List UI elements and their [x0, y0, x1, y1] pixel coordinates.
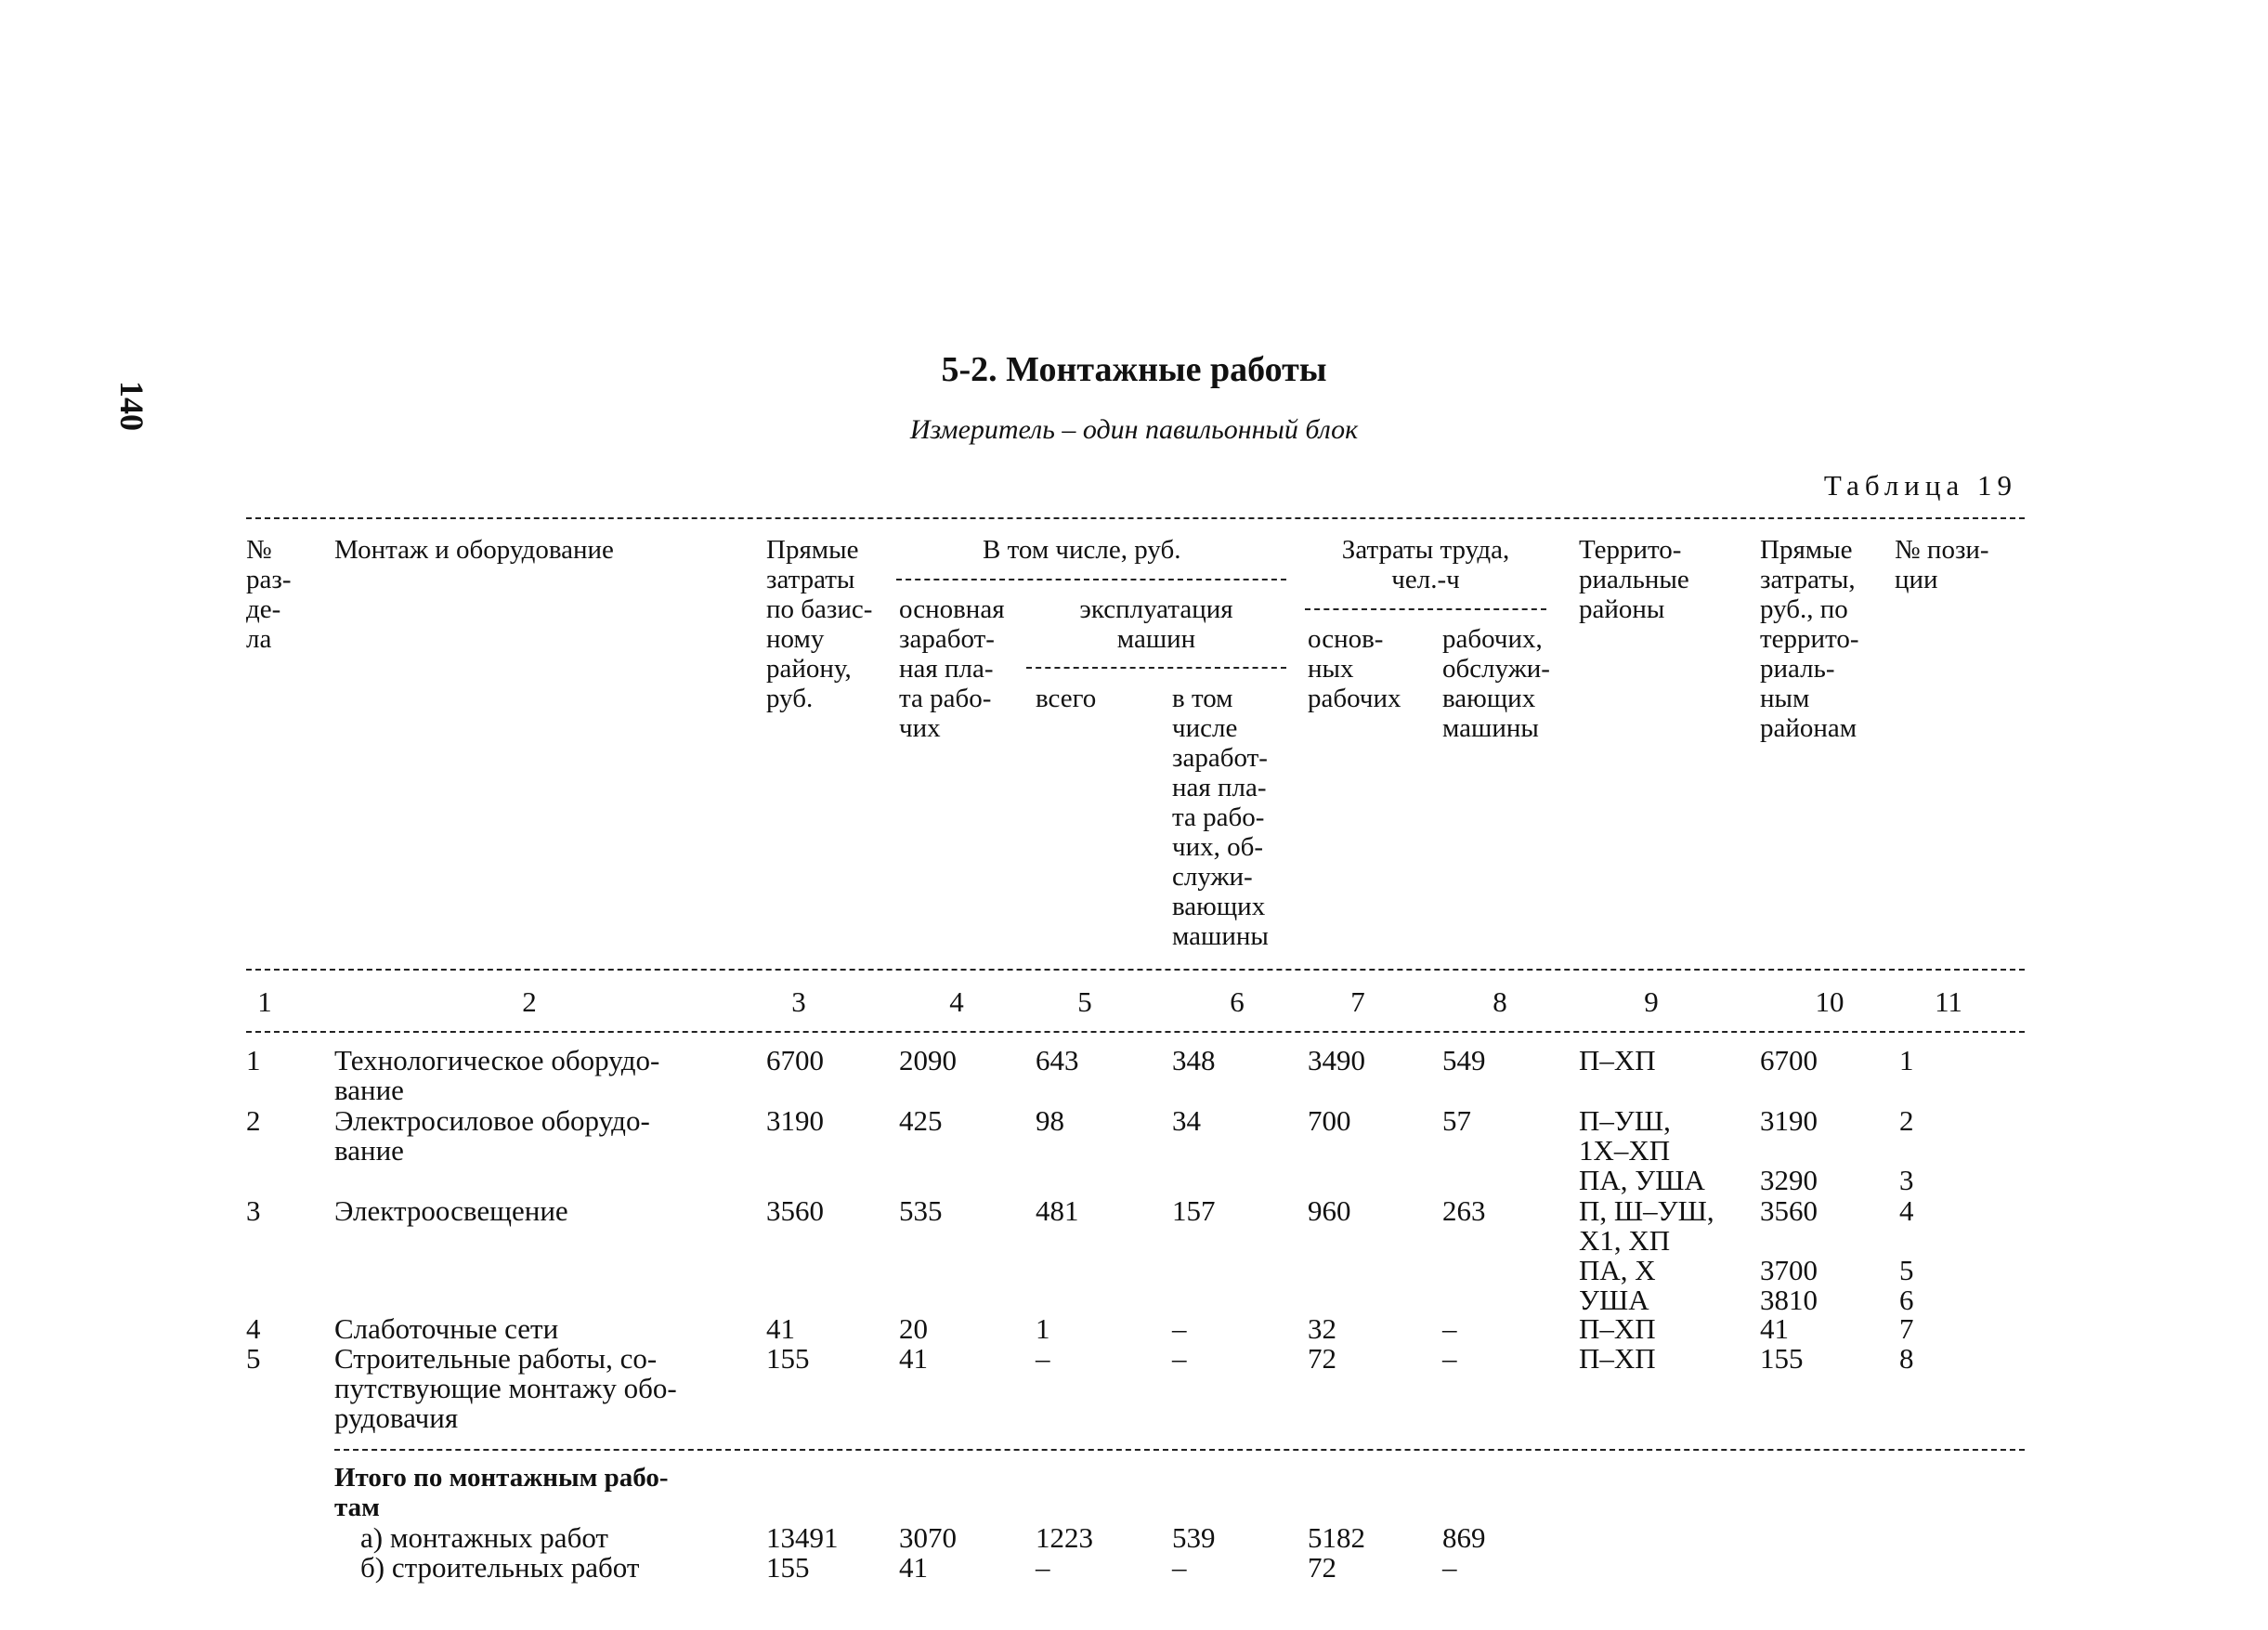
colnum-bottom-rule: [246, 1031, 2025, 1033]
header-position-no: № пози- ции: [1895, 535, 1989, 594]
col-number: 7: [1350, 985, 1365, 1018]
incl-group-rule: [896, 579, 1286, 580]
row3-c4: 535: [899, 1194, 943, 1227]
col-number: 2: [522, 985, 537, 1018]
page-number: 140: [113, 381, 150, 431]
row4-c11: 7: [1899, 1312, 1914, 1345]
total-a-c5: 1223: [1036, 1521, 1093, 1554]
col-number: 4: [949, 985, 964, 1018]
total-a-c6: 539: [1172, 1521, 1216, 1554]
header-labor-machine: рабочих, обслужи- вающих машины: [1442, 624, 1550, 743]
row5-c5: –: [1036, 1342, 1050, 1375]
row1-name: Технологическое оборудо- вание: [334, 1044, 660, 1106]
total-a-label: а) монтажных работ: [360, 1521, 608, 1554]
total-b-c4: 41: [899, 1551, 928, 1584]
col-number: 9: [1644, 985, 1659, 1018]
total-label: Итого по монтажным рабо- там: [334, 1463, 669, 1522]
total-a-c7: 5182: [1308, 1521, 1365, 1554]
row4-no: 4: [246, 1312, 261, 1345]
row4-c5: 1: [1036, 1312, 1050, 1345]
row2-c9: П–УШ, 1Х–ХП ПА, УША: [1579, 1104, 1705, 1196]
row3-c10: 3560 3700 3810: [1760, 1194, 1818, 1316]
row1-c3: 6700: [766, 1044, 824, 1076]
header-territorial-areas: Террито- риальные районы: [1579, 535, 1689, 624]
row1-c10: 6700: [1760, 1044, 1818, 1076]
row1-c4: 2090: [899, 1044, 957, 1076]
row5-c8: –: [1442, 1342, 1457, 1375]
row4-c8: –: [1442, 1312, 1457, 1345]
total-b-c5: –: [1036, 1551, 1050, 1584]
row1-c9: П–ХП: [1579, 1044, 1656, 1076]
row4-c7: 32: [1308, 1312, 1336, 1345]
row1-no: 1: [246, 1044, 261, 1076]
row2-c3: 3190: [766, 1104, 824, 1137]
col-number: 10: [1815, 985, 1844, 1018]
total-b-c7: 72: [1308, 1551, 1336, 1584]
header-group-including: В том числе, руб.: [983, 535, 1181, 565]
row4-c9: П–ХП: [1579, 1312, 1656, 1345]
row1-c5: 643: [1036, 1044, 1079, 1076]
row4-name: Слаботочные сети: [334, 1312, 559, 1345]
row4-c4: 20: [899, 1312, 928, 1345]
row2-c6: 34: [1172, 1104, 1201, 1137]
header-labor-main: основ- ных рабочих: [1308, 624, 1401, 713]
row5-c4: 41: [899, 1342, 928, 1375]
total-b-c8: –: [1442, 1551, 1457, 1584]
total-b-label: б) строительных работ: [360, 1551, 640, 1584]
header-installation: Монтаж и оборудование: [334, 535, 614, 565]
labor-group-rule: [1305, 608, 1546, 610]
body-bottom-rule: [334, 1449, 2025, 1451]
header-machines-total: всего: [1036, 684, 1097, 713]
table-top-rule: [246, 517, 2025, 519]
row3-no: 3: [246, 1194, 261, 1227]
col-number: 3: [791, 985, 806, 1018]
row1-c7: 3490: [1308, 1044, 1365, 1076]
row5-name: Строительные работы, со- путствующие монтажу обо- рудовачия: [334, 1342, 677, 1434]
header-machines-wage: в том числе заработ- ная пла- та рабо- чих, об- служи- вающих машины: [1172, 684, 1269, 951]
row2-no: 2: [246, 1104, 261, 1137]
row5-no: 5: [246, 1342, 261, 1375]
row5-c6: –: [1172, 1342, 1187, 1375]
row1-c6: 348: [1172, 1044, 1216, 1076]
row5-c11: 8: [1899, 1342, 1914, 1375]
measure-subtitle: Измеритель – один павильонный блок: [909, 414, 1359, 445]
total-b-c3: 155: [766, 1551, 810, 1584]
row2-c10: 3190 3290: [1760, 1104, 1818, 1196]
table-label: Таблица 19: [1823, 469, 2017, 502]
row3-c7: 960: [1308, 1194, 1351, 1227]
row4-c6: –: [1172, 1312, 1187, 1345]
row3-c5: 481: [1036, 1194, 1079, 1227]
row5-c10: 155: [1760, 1342, 1804, 1375]
row3-c8: 263: [1442, 1194, 1486, 1227]
col-number: 5: [1077, 985, 1092, 1018]
header-group-machines: эксплуатация машин: [1079, 594, 1233, 654]
row2-c5: 98: [1036, 1104, 1064, 1137]
row3-c6: 157: [1172, 1194, 1216, 1227]
total-b-c6: –: [1172, 1551, 1187, 1584]
col-number: 11: [1935, 985, 1962, 1018]
row2-c7: 700: [1308, 1104, 1351, 1137]
header-group-labor: Затраты труда, чел.-ч: [1341, 535, 1510, 594]
col-number: 8: [1492, 985, 1507, 1018]
row2-name: Электросиловое оборудо- вание: [334, 1104, 650, 1167]
row5-c7: 72: [1308, 1342, 1336, 1375]
row4-c3: 41: [766, 1312, 795, 1345]
total-a-c3: 13491: [766, 1521, 839, 1554]
row5-c3: 155: [766, 1342, 810, 1375]
header-direct-costs-base: Прямые затраты по базис- ному району, руб.: [766, 535, 873, 713]
header-direct-costs-territorial: Прямые затраты, руб., по террито- риаль- ным районам: [1760, 535, 1859, 743]
section-title: 5-2. Монтажные работы: [941, 350, 1327, 389]
header-section-no: № раз- де- ла: [246, 535, 292, 654]
row5-c9: П–ХП: [1579, 1342, 1656, 1375]
total-a-c4: 3070: [899, 1521, 957, 1554]
row2-c4: 425: [899, 1104, 943, 1137]
row3-c3: 3560: [766, 1194, 824, 1227]
machine-group-rule: [1026, 667, 1286, 669]
col-number: 1: [257, 985, 272, 1018]
header-bottom-rule: [246, 969, 2025, 971]
row2-c11: 2 3: [1899, 1104, 1914, 1196]
row4-c10: 41: [1760, 1312, 1789, 1345]
row1-c11: 1: [1899, 1044, 1914, 1076]
row3-name: Электроосвещение: [334, 1194, 568, 1227]
row2-c8: 57: [1442, 1104, 1471, 1137]
total-a-c8: 869: [1442, 1521, 1486, 1554]
row1-c8: 549: [1442, 1044, 1486, 1076]
header-base-wage: основная заработ- ная пла- та рабо- чих: [899, 594, 1005, 743]
row3-c9: П, Ш–УШ, Х1, ХП ПА, Х УША: [1579, 1194, 1714, 1316]
col-number: 6: [1230, 985, 1245, 1018]
row3-c11: 4 5 6: [1899, 1194, 1914, 1316]
